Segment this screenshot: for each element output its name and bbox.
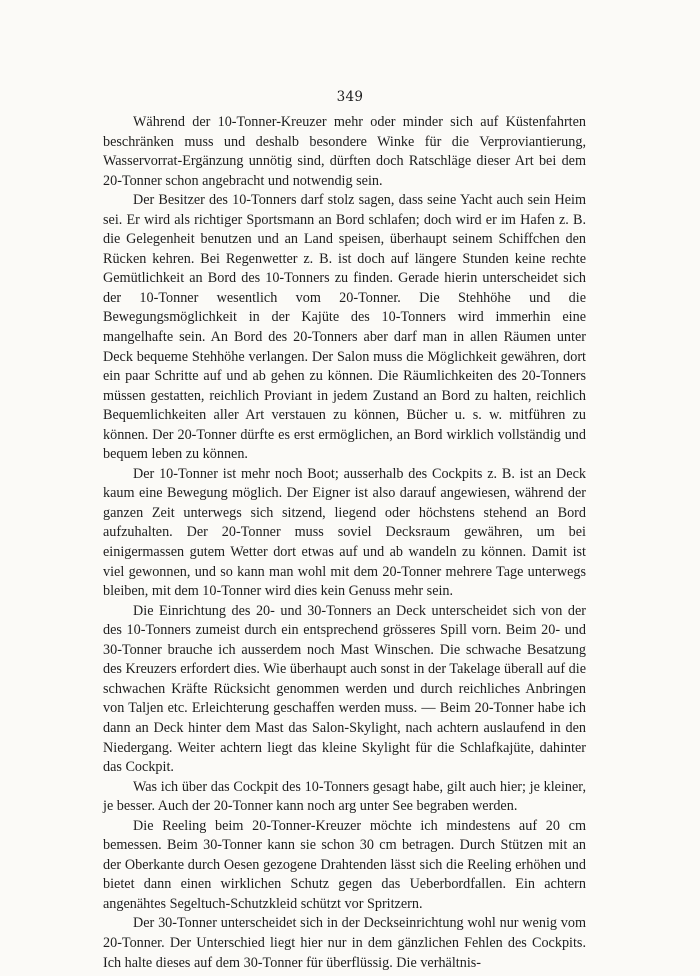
paragraph-4: Die Einrichtung des 20- und 30-Tonners an Deck unterscheidet sich von der des 10-Tonners zumeist durch ein entsprechend grösseres Spill vorn. Beim 20- und 30-Tonner brauche ich ausserdem noch Mast Winschen. Die schwache Besatzung des Kreuzers erfordert dies. Wie überhaupt auch sonst in der Takelage überall auf die schwachen Kräfte Rücksicht genommen werden und durch reichliches Anbringen von Taljen etc. Erleichterung geschaffen werden muss. — Beim 20-Tonner habe ich dann an Deck hinter dem Mast das Salon-Skylight, nach achtern auslaufend in den Niedergang. Weiter achtern liegt das kleine Skylight für die Schlafkajüte, dahinter das Cockpit.: [103, 602, 586, 776]
paragraph-3: Der 10-Tonner ist mehr noch Boot; ausserhalb des Cockpits z. B. ist an Deck kaum eine Bewegung möglich. Der Eigner ist also darauf angewiesen, während der ganzen Zeit unterwegs sich sitzend, liegend oder höchstens stehend an Bord aufzuhalten. Der 20-Tonner muss soviel Decksraum gewähren, um bei einigermassen gutem Wetter dort etwas auf und ab wandeln zu können. Damit ist viel gewonnen, und so kann man wohl mit dem 20-Tonner mehrere Tage unterwegs bleiben, mit dem 10-Tonner wird dies kein Genuss mehr sein.: [103, 465, 586, 600]
paragraph-5: Was ich über das Cockpit des 10-Tonners gesagt habe, gilt auch hier; je kleiner, je besser. Auch der 20-Tonner kann noch arg unter See begraben werden.: [103, 778, 586, 815]
paragraph-7: Der 30-Tonner unterscheidet sich in der Deckseinrichtung wohl nur wenig vom 20-Tonner. Der Unterschied liegt hier nur in dem gänzlichen Fehlen des Cockpits. Ich halte dieses auf dem 30-Tonner für überflüssig. Die verhältnis-: [103, 915, 586, 971]
body-text: [103, 113, 586, 973]
paragraph-1: Während der 10-Tonner-Kreuzer mehr oder minder sich auf Küstenfahrten beschränken muss und deshalb besondere Winke für die Verproviantierung, Wasservorrat-Ergänzung unnötig sind, dürften doch Ratschläge dieser Art bei dem 20-Tonner schon angebracht und notwendig sein.: [103, 114, 586, 189]
paragraph-6: Die Reeling beim 20-Tonner-Kreuzer möchte ich mindestens auf 20 cm bemessen. Beim 30-Tonner kann sie schon 30 cm betragen. Durch Stützen mit an der Oberkante durch Oesen gezogene Drahtenden lässt sich die Reeling erhöhen und bietet dann einen wirklichen Schutz gegen das Ueberbordfallen. Ein achtern angenähtes Segeltuch-Schutzkleid schützt vor Spritzern.: [103, 817, 586, 912]
paragraph-2: Der Besitzer des 10-Tonners darf stolz sagen, dass seine Yacht auch sein Heim sei. Er wird als richtiger Sportsmann an Bord schlafen; doch wird er im Hafen z. B. die Gelegenheit benutzen und an Land speisen, überhaupt seinem Schiffchen den Rücken kehren. Bei Regenwetter z. B. ist doch auf längere Stunden keine rechte Gemütlichkeit an Bord des 10-Tonners zu finden. Gerade hierin unterscheidet sich der 10-Tonner wesentlich vom 20-Tonner. Die Stehhöhe und die Bewegungsmöglichkeit in der Kajüte des 10-Tonners wird immerhin eine mangelhafte sein. An Bord des 20-Tonners aber darf man in allen Räumen unter Deck bequeme Stehhöhe verlangen. Der Salon muss die Möglichkeit gewähren, dort ein paar Schritte auf und ab gehen zu können. Die Räumlichkeiten des 20-Tonners müssen gestatten, reichlich Proviant in jedem Zustand an Bord zu halten, reichlich Bequemlichkeiten aller Art verstauen zu können, Bücher u. s. w. mitführen zu können. Der 20-Tonner dürfte es erst ermöglichen, an Bord wirklich vollständig und bequem leben zu können.: [103, 192, 586, 463]
page-number: 349: [336, 89, 364, 105]
